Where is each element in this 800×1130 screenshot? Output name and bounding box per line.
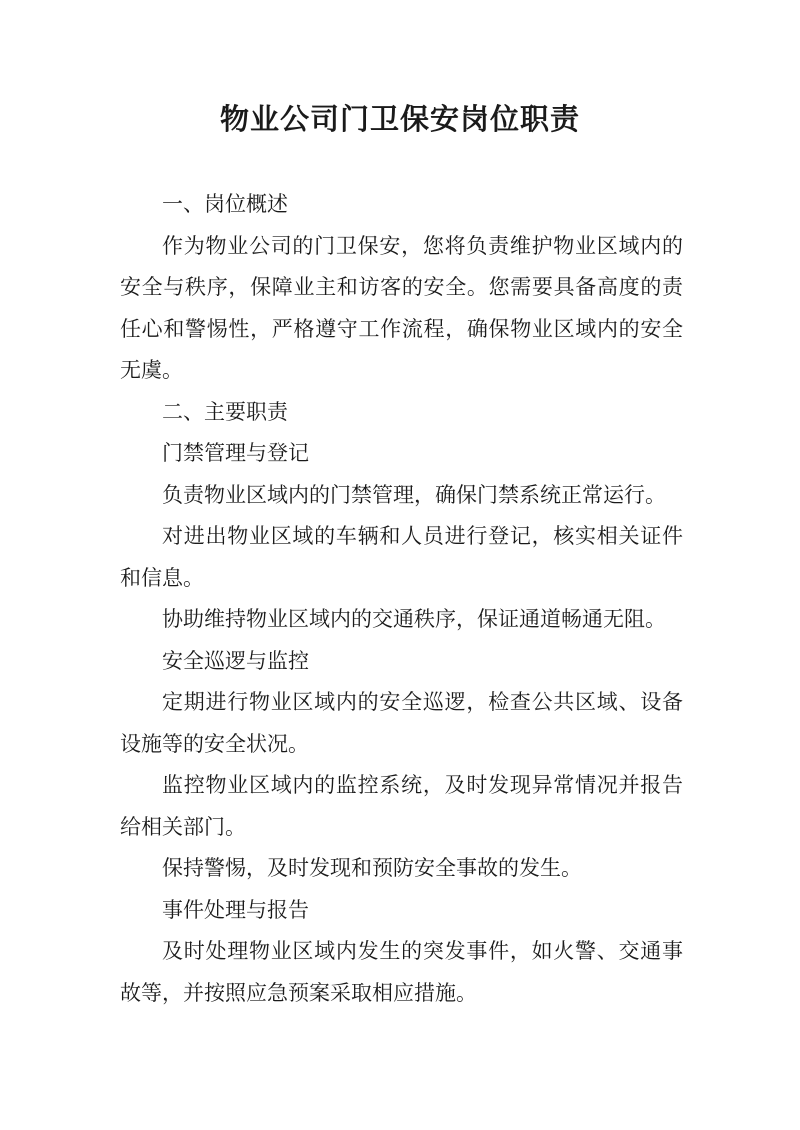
subheading-patrol: 安全巡逻与监控 [162,648,309,673]
paragraph-incident-1: 及时处理物业区域内发生的突发事件，如火警、交通事故等，并按照应急预案采取相应措施。 [120,939,683,1005]
paragraph-overview: 作为物业公司的门卫保安，您将负责维护物业区域内的安全与秩序，保障业主和访客的安全。您需要具备高度的责任心和警惕性，严格遵守工作流程，确保物业区域内的安全无虞。 [120,233,683,382]
document-title: 物业公司门卫保安岗位职责 [219,102,580,136]
section-heading-overview: 一、岗位概述 [162,192,288,216]
subheading-incident: 事件处理与报告 [162,897,309,922]
paragraph-access-control-3: 协助维持物业区域内的交通秩序，保证通道畅通无阻。 [162,607,666,631]
paragraph-patrol-2: 监控物业区域内的监控系统，及时发现异常情况并报告给相关部门。 [120,773,683,839]
section-heading-duties: 二、主要职责 [162,399,288,424]
paragraph-patrol-3: 保持警惕，及时发现和预防安全事故的发生。 [162,856,582,880]
paragraph-access-control-2: 对进出物业区域的车辆和人员进行登记，核实相关证件和信息。 [120,524,683,590]
document-body [120,184,683,1014]
paragraph-patrol-1: 定期进行物业区域内的安全巡逻，检查公共区域、设备设施等的安全状况。 [120,690,683,756]
subheading-access-control: 门禁管理与登记 [162,441,309,465]
paragraph-access-control-1: 负责物业区域内的门禁管理，确保门禁系统正常运行。 [162,482,666,507]
